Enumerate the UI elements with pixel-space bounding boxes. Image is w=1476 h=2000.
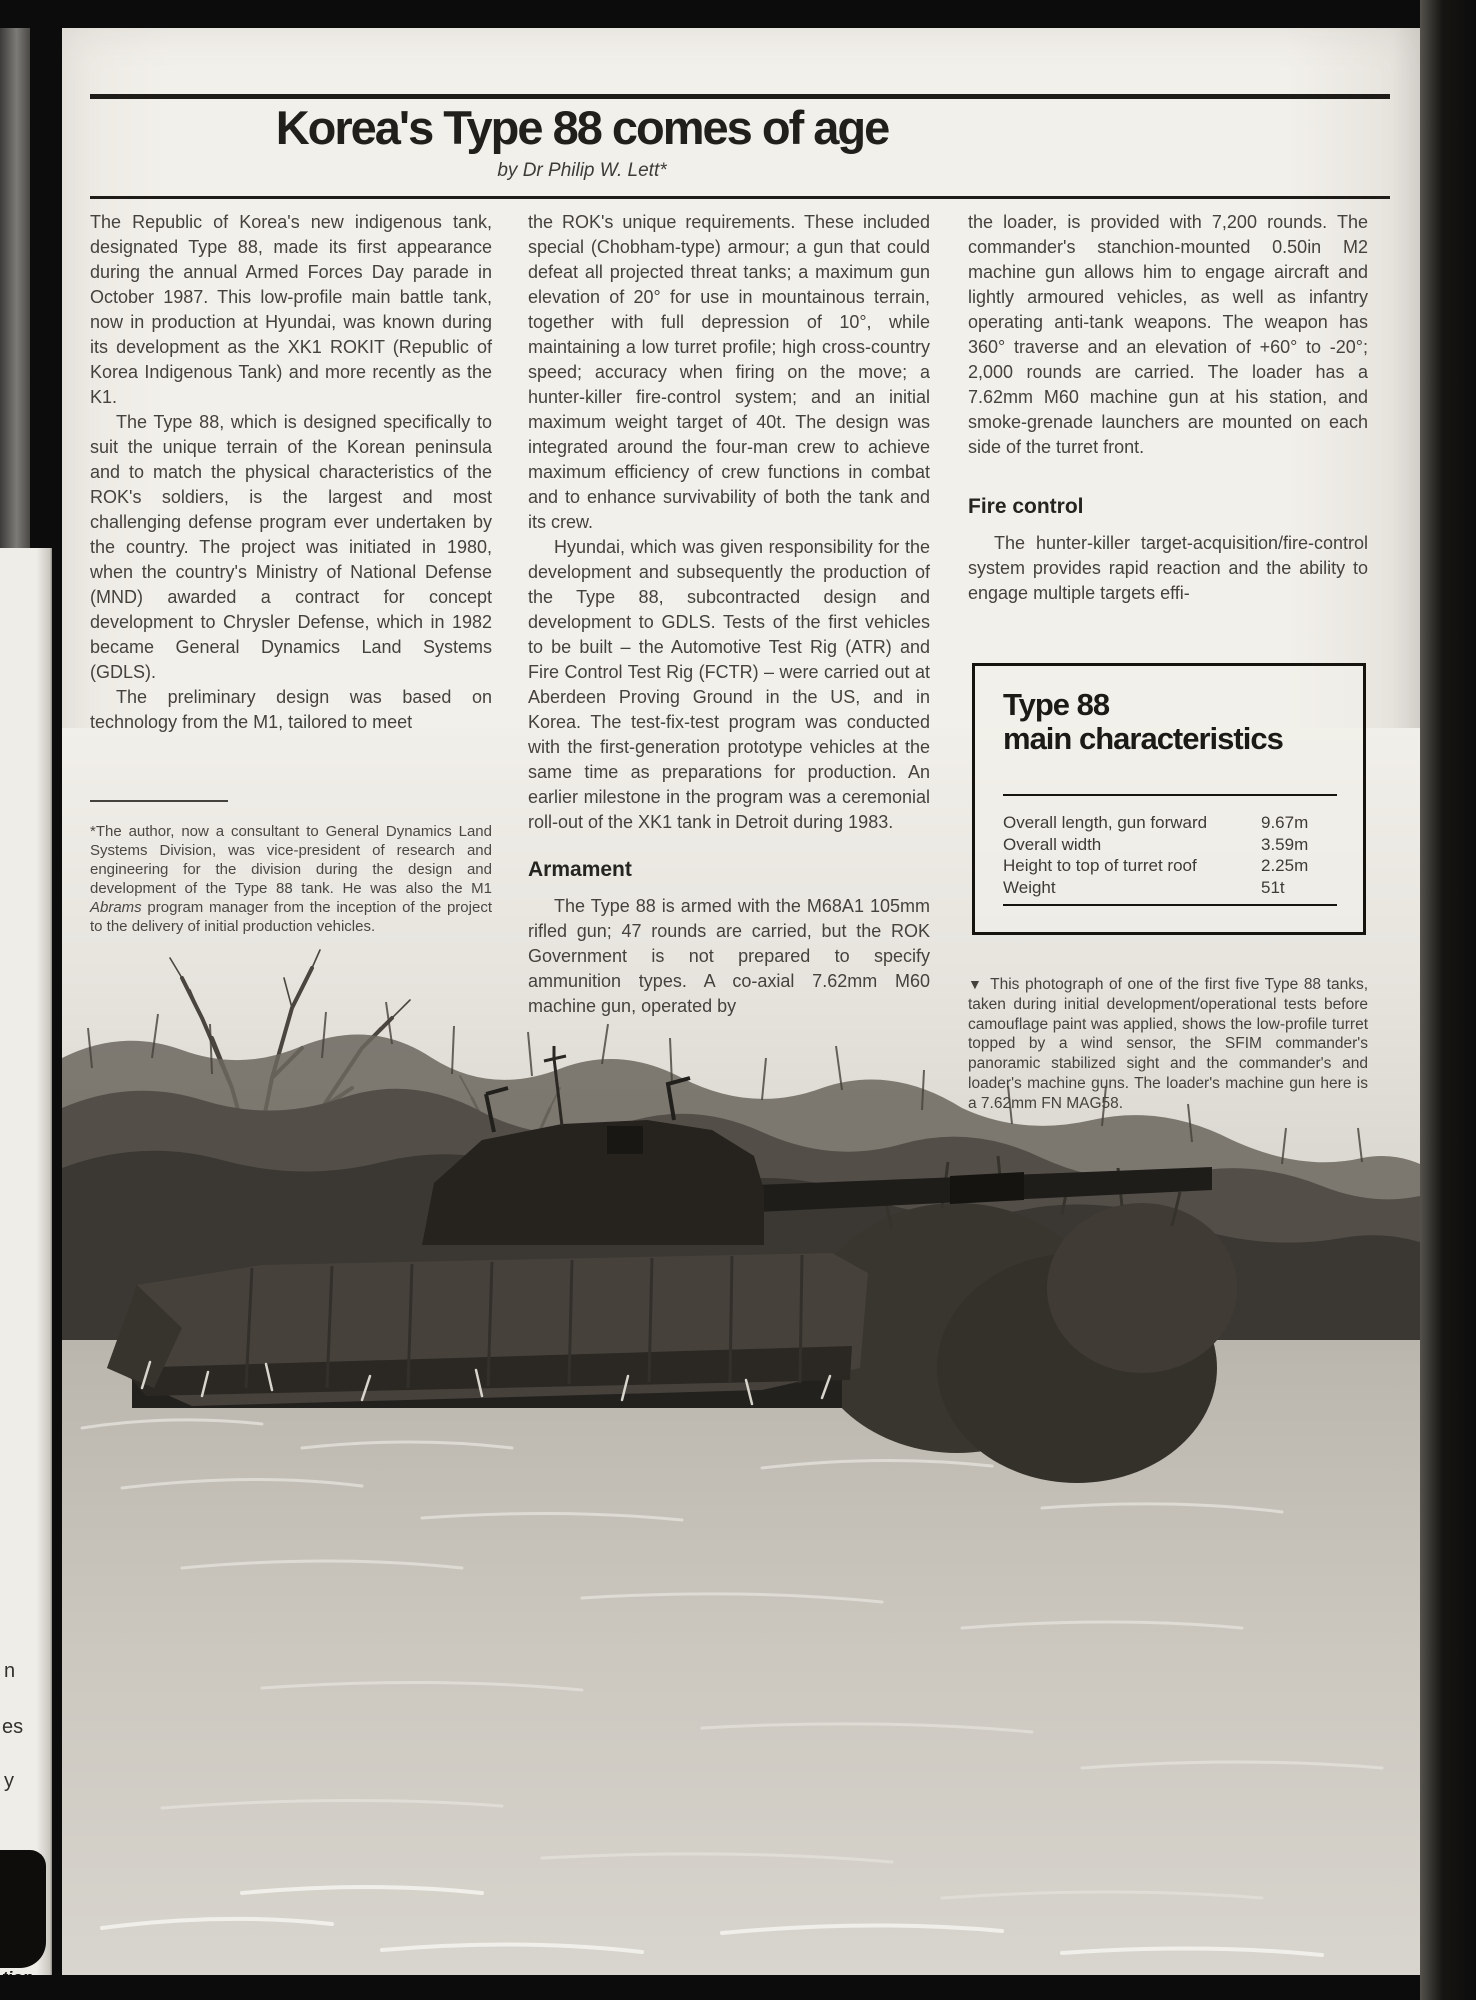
spec-box-title-line1: Type 88: [1003, 687, 1110, 722]
author-footnote: [90, 822, 492, 936]
neighbor-text-fragment: y: [4, 1770, 14, 1792]
fire-control-heading: Fire control: [968, 495, 1084, 518]
spec-row: [1003, 855, 1341, 877]
spec-table: [1003, 812, 1341, 898]
photo-caption: [968, 975, 1368, 1114]
spec-row: [1003, 812, 1341, 834]
footnote-italic: Abrams: [90, 899, 142, 916]
down-triangle-icon: ▼: [968, 976, 984, 992]
spec-row: [1003, 877, 1341, 899]
spec-box-title: [1003, 688, 1283, 756]
photo-caption-text: This photograph of one of the first five Type 88 tanks, taken during initial development/operational tests before camouflage paint was applied, shows the low-profile turret topped by a wind sensor, the SFIM commander's panoramic stabilized sight and the commander's and loader's machine guns. The loader's machine gun here is a 7.62mm FN MAG58.: [968, 976, 1368, 1112]
magazine-page: [62, 28, 1420, 1975]
neighbor-logo: [0, 1850, 46, 1968]
top-rule: [90, 94, 1390, 99]
spec-label: Height to top of turret roof: [1003, 856, 1197, 875]
spec-row: [1003, 834, 1341, 856]
paragraph: The Type 88, which is designed specifically to suit the unique terrain of the Korean peninsula and to match the physical characteristics of the ROK's soldiers, is the largest and most challenging defense program ever undertaken by the country. The project was initiated in 1980, when the country's Ministry of National Defense (MND) awarded a contract for concept development to Chrysler Defense, which in 1982 became General Dynamics Land Systems (GDLS).: [90, 412, 492, 682]
paragraph: the ROK's unique requirements. These included special (Chobham-type) armour; a gun that could defeat all projected threat tanks; a maximum gun elevation of 20° for use in mountainous terrain, together with full depression of 10°, while maintaining a low turret profile; high cross-country speed; accuracy when firing on the move; a hunter-killer fire-control system; and an initial maximum weight target of 40t. The design was integrated around the four-man crew to achieve maximum efficiency of crew functions in combat and to enhance survivability of both the tank and its crew.: [528, 212, 930, 532]
paragraph: the loader, is provided with 7,200 rounds. The commander's stanchion-mounted 0.50in M2 machine gun allows him to engage aircraft and lightly armoured vehicles, as well as infantry operating anti-tank weapons. The weapon has 360° traverse and an elevation of +60° to -20°; 2,000 rounds are carried. The loader has a 7.62mm M60 machine gun at his station, and smoke-grenade launchers are mounted on each side of the turret front.: [968, 212, 1368, 457]
paragraph: The Republic of Korea's new indigenous tank, designated Type 88, made its first appearance during the annual Armed Forces Day parade in October 1987. This low-profile main battle tank, now in production at Hyundai, was known during its development as the XK1 ROKIT (Republic of Korea Indigenous Tank) and more recently as the K1.: [90, 212, 492, 407]
scan-border-right: [1420, 0, 1476, 2000]
spec-label: Overall width: [1003, 834, 1102, 854]
paragraph: Hyundai, which was given responsibility for the development and subsequently the production of the Type 88, subcontracted design and development to GDLS. Tests of the first vehicles to be built – the Automotive Test Rig (ATR) and Fire Control Test Rig (FCTR) – were carried out at Aberdeen Proving Ground in the US, and in Korea. The test-fix-test program was conducted with the first-generation prototype vehicles at the same time as preparations for production. An earlier milestone in the program was a ceremonial roll-out of the XK1 tank in Detroit during 1983.: [528, 537, 930, 832]
paragraph: The hunter-killer target-acquisition/fire-control system provides rapid reaction and the ability to engage multiple targets effi-: [968, 533, 1368, 603]
article-title: Korea's Type 88 comes of age: [275, 101, 889, 154]
neighbor-page-edge: [0, 548, 52, 1975]
scan-border-top: [0, 0, 1476, 28]
spec-divider-top: [1003, 794, 1337, 796]
spec-box: [972, 663, 1366, 935]
footnote-rule: [90, 800, 228, 802]
neighbor-text-fragment: es: [2, 1716, 24, 1738]
scanner-edge-strip: [0, 28, 30, 548]
armament-heading: Armament: [528, 858, 632, 881]
spec-label: Overall length, gun forward: [1003, 813, 1208, 832]
commander-sight: [607, 1126, 643, 1154]
grass-field: [62, 1340, 1420, 1975]
spec-divider-bottom: [1003, 904, 1337, 906]
spec-value: 2.25m: [1261, 856, 1309, 875]
spec-value: 3.59m: [1261, 834, 1309, 854]
neighbor-text-fragment: n: [4, 1660, 16, 1682]
text-column-1: [90, 210, 492, 735]
spec-label: Weight: [1003, 877, 1056, 897]
spec-value: 9.67m: [1261, 813, 1309, 832]
tank-bore-evacuator: [950, 1172, 1024, 1204]
scan-border-bottom: [0, 1975, 1476, 2000]
text-column-2: [528, 210, 930, 1019]
spec-value: 51t: [1261, 877, 1285, 897]
spec-box-title-line2: main characteristics: [1003, 721, 1283, 756]
paragraph: The Type 88 is armed with the M68A1 105mm rifled gun; 47 rounds are carried, but the ROK Government is not prepared to specify ammunition types. A co-axial 7.62mm M60 machine gun, operated by: [528, 896, 930, 1016]
article-byline: by Dr Philip W. Lett*: [497, 160, 667, 181]
text-column-3: [968, 210, 1368, 606]
paragraph: The preliminary design was based on technology from the M1, tailored to meet: [90, 687, 492, 732]
byline-rule: [90, 196, 1390, 199]
footnote-text: program manager from the inception of the project to the delivery of initial production vehicles.: [90, 899, 492, 935]
footnote-text: *The author, now a consultant to General Dynamics Land Systems Division, was vice-president of research and engineering for the division during the design and development of the Type 88 tank. He was also the M1: [90, 823, 492, 897]
